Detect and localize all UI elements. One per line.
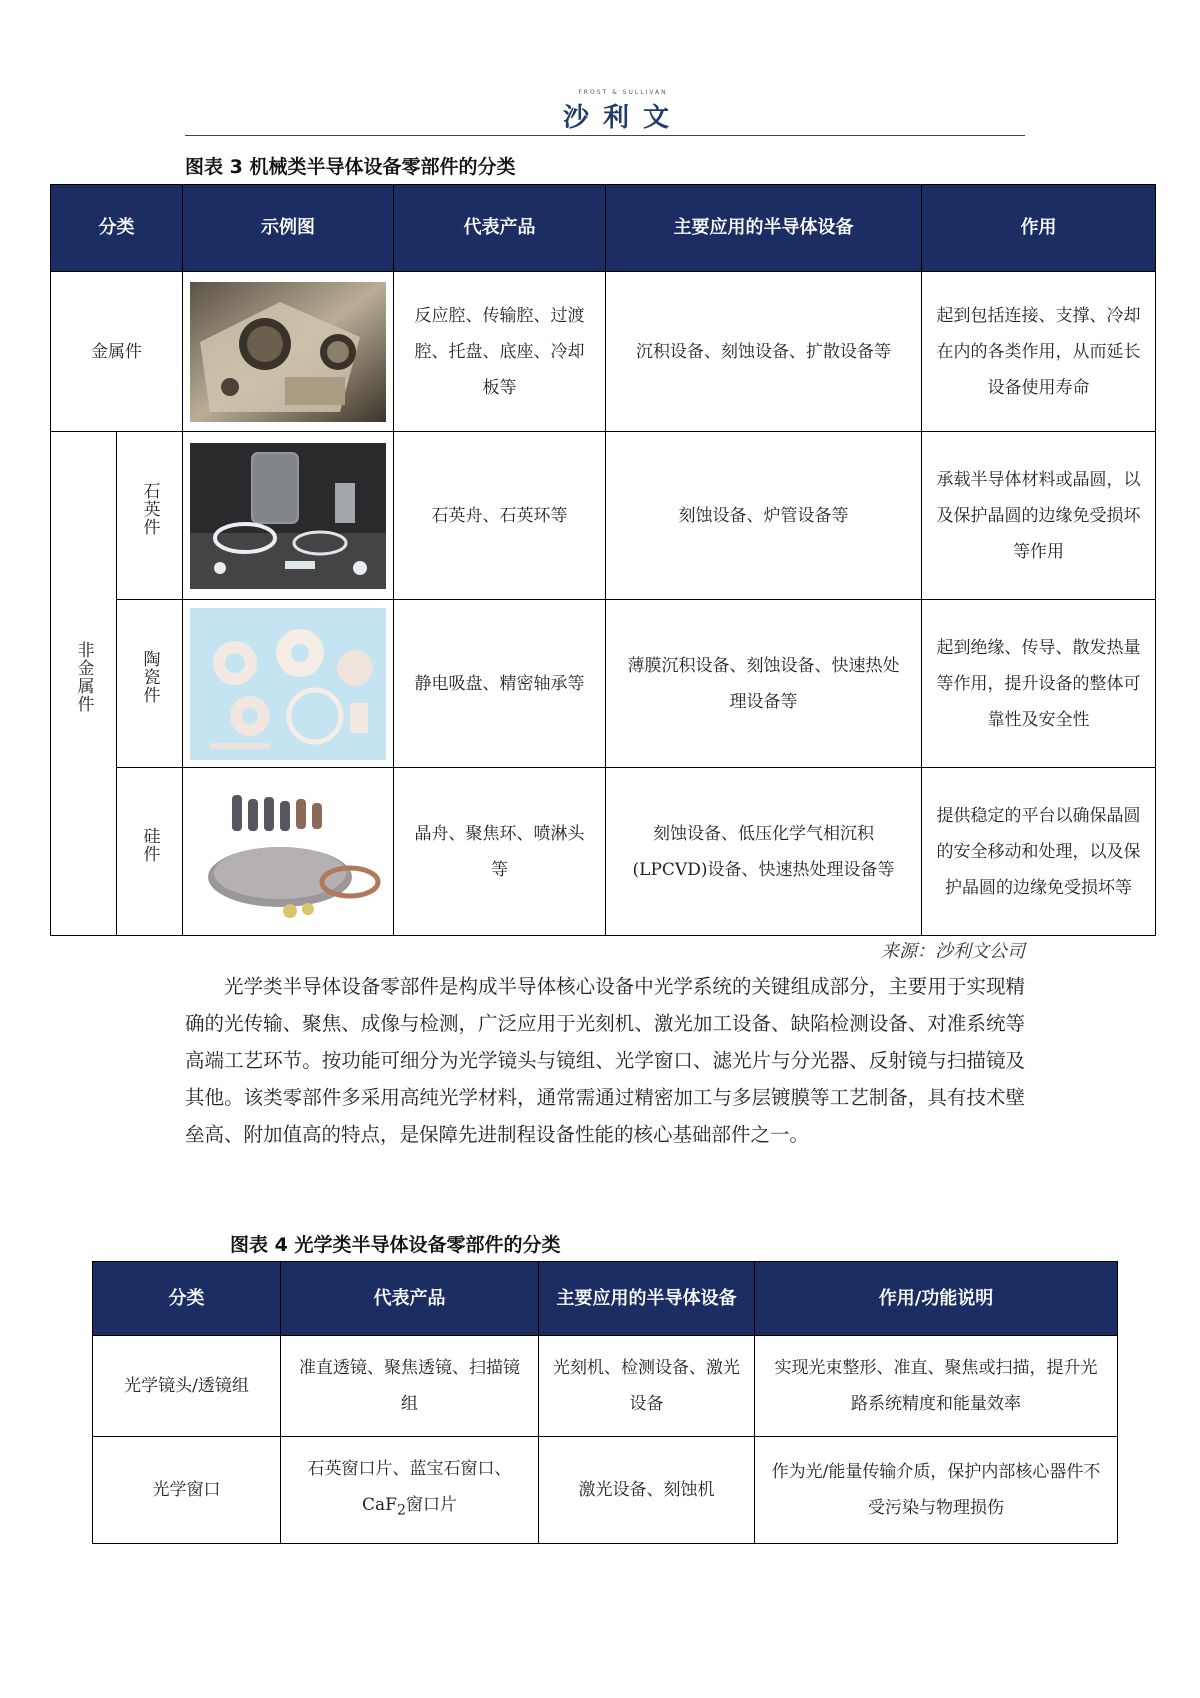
table-row bbox=[51, 432, 1156, 600]
equipment-cell: 光刻机、检测设备、激光设备 bbox=[539, 1336, 755, 1437]
table4-header-products: 代表产品 bbox=[281, 1262, 539, 1336]
table4-header-function: 作用/功能说明 bbox=[755, 1262, 1118, 1336]
header-divider bbox=[185, 135, 1025, 136]
equipment-cell: 刻蚀设备、炉管设备等 bbox=[606, 432, 922, 600]
function-cell: 提供稳定的平台以确保晶圆的安全移动和处理，以及保护晶圆的边缘免受损坏等 bbox=[922, 768, 1156, 936]
table-row bbox=[51, 600, 1156, 768]
quartz-parts-photo bbox=[190, 443, 386, 589]
table3-header-products: 代表产品 bbox=[394, 185, 606, 272]
table3-header-image: 示例图 bbox=[183, 185, 394, 272]
table4-header-equipment: 主要应用的半导体设备 bbox=[539, 1262, 755, 1336]
table4-header-row bbox=[93, 1262, 1118, 1336]
products-text-end: 窗口片 bbox=[405, 1495, 457, 1516]
function-cell: 作为光/能量传输介质，保护内部核心器件不受污染与物理损伤 bbox=[755, 1437, 1118, 1544]
function-cell: 起到绝缘、传导、散发热量等作用，提升设备的整体可靠性及安全性 bbox=[922, 600, 1156, 768]
metal-parts-photo bbox=[190, 282, 386, 422]
products-subscript: 2 bbox=[396, 1502, 406, 1519]
category-cell: 光学镜头/透镜组 bbox=[93, 1336, 281, 1437]
function-cell: 实现光束整形、准直、聚焦或扫描，提升光路系统精度和能量效率 bbox=[755, 1336, 1118, 1437]
table4-header-category: 分类 bbox=[93, 1262, 281, 1336]
equipment-cell: 沉积设备、刻蚀设备、扩散设备等 bbox=[606, 272, 922, 432]
subcategory-label: 石英件 bbox=[139, 482, 160, 536]
subcategory-label: 硅件 bbox=[139, 827, 160, 863]
function-cell: 起到包括连接、支撑、冷却在内的各类作用，从而延长设备使用寿命 bbox=[922, 272, 1156, 432]
logo-english-text: FROST & SULLIVAN bbox=[578, 89, 668, 96]
products-text: 石英窗口片、蓝宝石窗口、CaF bbox=[307, 1459, 512, 1516]
category-cell bbox=[51, 432, 117, 936]
table-row bbox=[93, 1336, 1118, 1437]
table3-caption: 图表 3 机械类半导体设备零部件的分类 bbox=[185, 156, 516, 178]
table3-header-function: 作用 bbox=[922, 185, 1156, 272]
subcategory-cell bbox=[117, 600, 183, 768]
category-cell: 光学窗口 bbox=[93, 1437, 281, 1544]
products-cell: 准直透镜、聚焦透镜、扫描镜组 bbox=[281, 1336, 539, 1437]
table3-header-category: 分类 bbox=[51, 185, 183, 272]
equipment-cell: 刻蚀设备、低压化学气相沉积(LPCVD)设备、快速热处理设备等 bbox=[606, 768, 922, 936]
silicon-parts-photo bbox=[190, 777, 386, 927]
subcategory-cell bbox=[117, 432, 183, 600]
example-image-cell bbox=[183, 272, 394, 432]
optical-parts-table bbox=[92, 1261, 1118, 1544]
products-cell: 晶舟、聚焦环、喷淋头等 bbox=[394, 768, 606, 936]
logo: 沙利文 bbox=[562, 103, 683, 133]
function-cell: 承载半导体材料或晶圆，以及保护晶圆的边缘免受损坏等作用 bbox=[922, 432, 1156, 600]
mechanical-parts-table bbox=[50, 184, 1156, 936]
example-image-cell bbox=[183, 768, 394, 936]
table3-header-equipment: 主要应用的半导体设备 bbox=[606, 185, 922, 272]
category-label: 非金属件 bbox=[73, 641, 94, 713]
products-cell bbox=[281, 1437, 539, 1544]
equipment-cell: 薄膜沉积设备、刻蚀设备、快速热处理设备等 bbox=[606, 600, 922, 768]
equipment-cell: 激光设备、刻蚀机 bbox=[539, 1437, 755, 1544]
table-row bbox=[93, 1437, 1118, 1544]
example-image-cell bbox=[183, 600, 394, 768]
body-paragraph: 光学类半导体设备零部件是构成半导体核心设备中光学系统的关键组成部分，主要用于实现精确的光传输、聚焦、成像与检测，广泛应用于光刻机、激光加工设备、缺陷检测设备、对准系统等高端工艺环节。按功能可细分为光学镜头与镜组、光学窗口、滤光片与分光器、反射镜与扫描镜及其他。该类零部件多采用高纯光学材料，通常需通过精密加工与多层镀膜等工艺制备，具有技术壁垒高、附加值高的特点，是保障先进制程设备性能的核心基础部件之一。 bbox=[185, 975, 1025, 1146]
table4-caption: 图表 4 光学类半导体设备零部件的分类 bbox=[230, 1234, 561, 1256]
subcategory-label: 陶瓷件 bbox=[139, 650, 160, 704]
products-cell: 石英舟、石英环等 bbox=[394, 432, 606, 600]
products-cell: 静电吸盘、精密轴承等 bbox=[394, 600, 606, 768]
category-cell: 金属件 bbox=[51, 272, 183, 432]
table-row bbox=[51, 272, 1156, 432]
products-cell: 反应腔、传输腔、过渡腔、托盘、底座、冷却板等 bbox=[394, 272, 606, 432]
table3-source: 来源：沙利文公司 bbox=[881, 941, 1025, 962]
example-image-cell bbox=[183, 432, 394, 600]
subcategory-cell bbox=[117, 768, 183, 936]
table3-header-row bbox=[51, 185, 1156, 272]
ceramic-parts-photo bbox=[190, 608, 386, 760]
table-row bbox=[51, 768, 1156, 936]
